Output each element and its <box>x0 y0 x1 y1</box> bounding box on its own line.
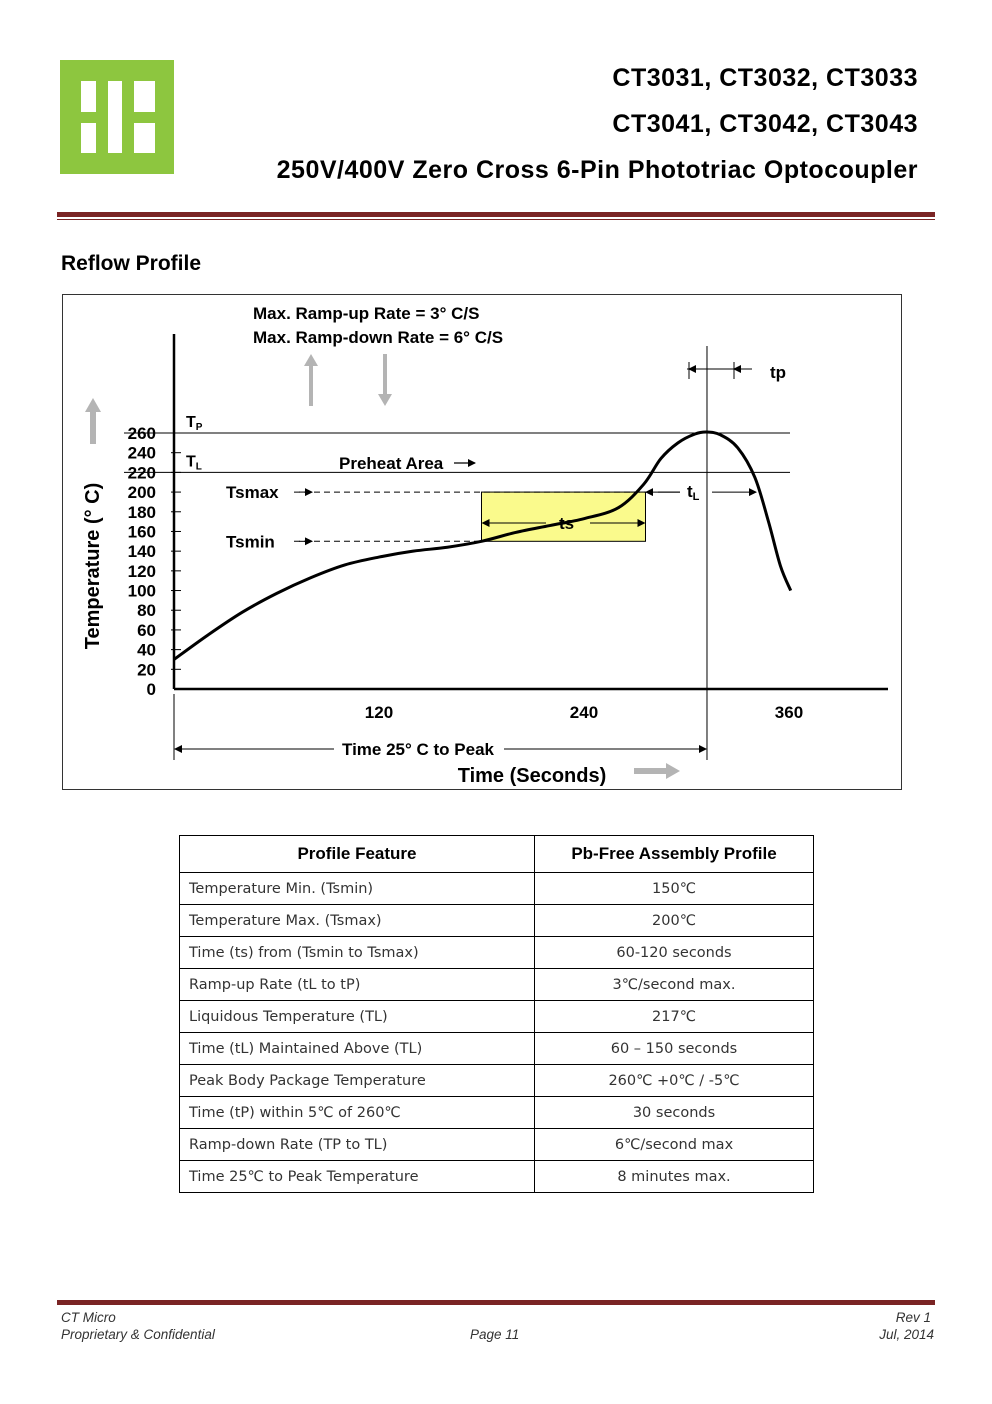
ramp-up-label: Max. Ramp-up Rate = 3° C/S <box>253 304 480 323</box>
feature-cell: Temperature Max. (Tsmax) <box>180 905 535 937</box>
feature-cell: Time (ts) from (Tsmin to Tsmax) <box>180 937 535 969</box>
y-tick-label: 40 <box>137 640 156 660</box>
part-numbers-line-2: CT3041, CT3042, CT3043 <box>612 110 918 138</box>
section-title: Reflow Profile <box>61 252 202 275</box>
y-axis-arrow-icon <box>85 398 101 444</box>
table-row <box>180 1097 814 1129</box>
x-axis-title: Time (Seconds) <box>457 765 607 787</box>
ramp-up-arrow-icon <box>304 354 318 406</box>
reflow-profile-table <box>179 835 814 1193</box>
ramp-down-label: Max. Ramp-down Rate = 6° C/S <box>253 328 504 347</box>
footer-date: Jul, 2014 <box>879 1327 934 1342</box>
table-row <box>180 1129 814 1161</box>
y-tick-label: 180 <box>127 502 156 522</box>
profile-value-cell: 200℃ <box>535 905 814 937</box>
footer-revision: Rev 1 <box>895 1310 931 1325</box>
table-row <box>180 1033 814 1065</box>
tsmin-label: Tsmin <box>226 532 275 552</box>
profile-value-cell: 60 – 150 seconds <box>535 1033 814 1065</box>
x-tick-label: 120 <box>364 703 394 722</box>
table-row <box>180 1065 814 1097</box>
y-tick-label: 240 <box>127 443 156 463</box>
y-tick-label: 80 <box>137 601 156 621</box>
table-row <box>180 905 814 937</box>
tp-label: tp <box>770 363 787 382</box>
document-title: 250V/400V Zero Cross 6-Pin Phototriac Optocoupler <box>276 156 918 184</box>
x-axis-arrow-icon <box>634 763 680 779</box>
reference-label: TP <box>186 414 203 434</box>
part-numbers-line-1: CT3031, CT3032, CT3033 <box>612 64 918 92</box>
ramp-down-arrow-icon <box>378 354 392 406</box>
reflow-profile-chart <box>62 294 902 790</box>
y-tick-label: 100 <box>127 581 156 601</box>
profile-value-cell: 3℃/second max. <box>535 969 814 1001</box>
footer-rule <box>57 1300 935 1305</box>
table-row <box>180 873 814 905</box>
feature-cell: Ramp-up Rate (tL to tP) <box>180 969 535 1001</box>
table-row <box>180 937 814 969</box>
table-header-row <box>180 836 814 873</box>
profile-value-cell: 260℃ +0℃ / -5℃ <box>535 1065 814 1097</box>
y-tick-label: 60 <box>137 620 156 640</box>
profile-value-cell: 60-120 seconds <box>535 937 814 969</box>
ts-label: ts <box>559 514 575 533</box>
footer-confidential: Proprietary & Confidential <box>61 1327 215 1342</box>
profile-value-cell: 150℃ <box>535 873 814 905</box>
profile-value-cell: 217℃ <box>535 1001 814 1033</box>
table-row <box>180 1161 814 1193</box>
feature-cell: Time 25℃ to Peak Temperature <box>180 1161 535 1193</box>
feature-cell: Liquidous Temperature (TL) <box>180 1001 535 1033</box>
y-tick-label: 120 <box>127 561 156 581</box>
feature-cell: Temperature Min. (Tsmin) <box>180 873 535 905</box>
header-rule-thin <box>57 219 935 220</box>
footer-company: CT Micro <box>61 1310 116 1325</box>
profile-value-cell: 8 minutes max. <box>535 1161 814 1193</box>
time-to-peak-label: Time 25° C to Peak <box>342 740 494 759</box>
y-tick-label: 200 <box>127 483 156 503</box>
header-rule <box>57 212 935 217</box>
feature-cell: Time (tP) within 5℃ of 260℃ <box>180 1097 535 1129</box>
y-tick-label: 0 <box>146 680 156 699</box>
y-tick-label: 20 <box>137 660 156 680</box>
table-row <box>180 969 814 1001</box>
profile-value-cell: 30 seconds <box>535 1097 814 1129</box>
feature-cell: Time (tL) Maintained Above (TL) <box>180 1033 535 1065</box>
y-tick-label: 160 <box>127 522 156 542</box>
profile-value-cell: 6℃/second max <box>535 1129 814 1161</box>
footer-page-number: Page 11 <box>470 1327 520 1342</box>
y-tick-label: 140 <box>127 542 156 562</box>
reference-label: TL <box>186 453 202 473</box>
column-header-profile: Pb-Free Assembly Profile <box>535 836 814 873</box>
company-logo <box>60 60 174 174</box>
feature-cell: Ramp-down Rate (TP to TL) <box>180 1129 535 1161</box>
x-tick-label: 240 <box>569 703 599 722</box>
table-row <box>180 1001 814 1033</box>
y-tick-label: 260 <box>127 424 156 444</box>
y-axis-title: Temperature (° C) <box>82 482 104 650</box>
feature-cell: Peak Body Package Temperature <box>180 1065 535 1097</box>
x-tick-label: 360 <box>774 703 804 722</box>
y-tick-label: 220 <box>127 463 156 483</box>
column-header-feature: Profile Feature <box>180 836 535 873</box>
preheat-label: Preheat Area <box>339 454 444 473</box>
tsmax-label: Tsmax <box>226 483 279 503</box>
tl-label: tL <box>687 482 700 504</box>
